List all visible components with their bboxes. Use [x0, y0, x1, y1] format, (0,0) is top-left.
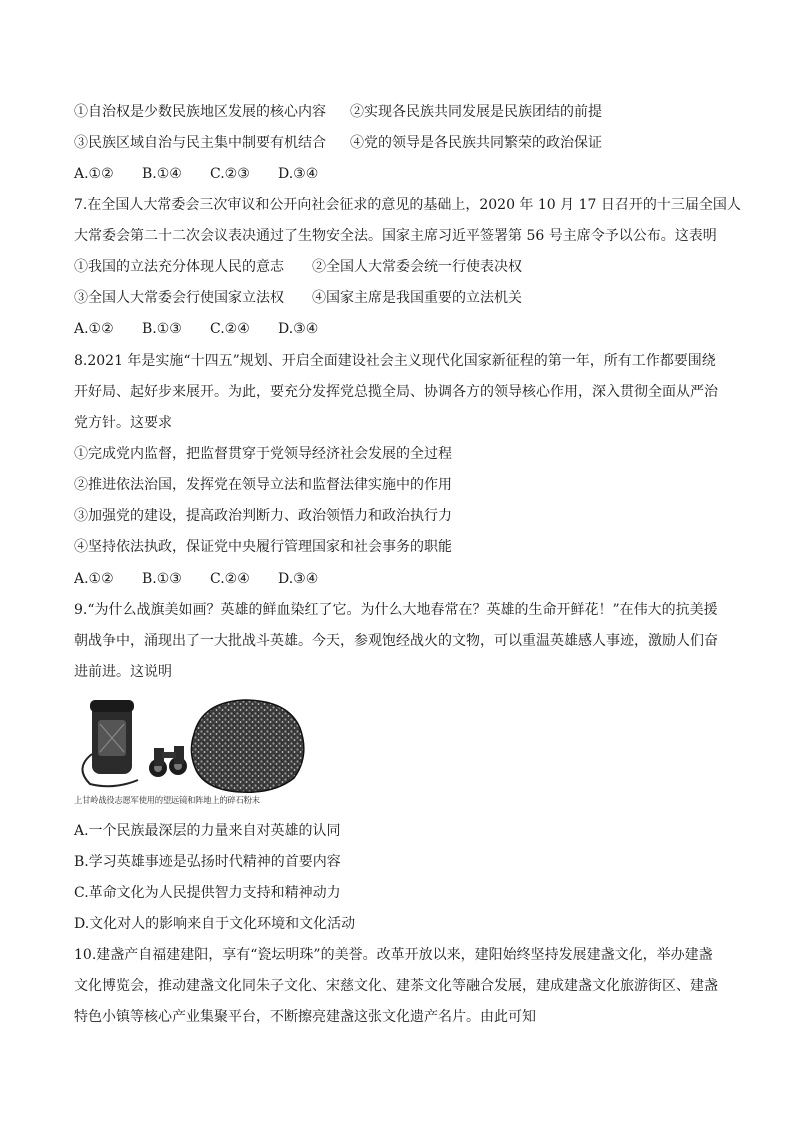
q6-options-row-2	[74, 134, 602, 152]
q6-option-4: ④党的领导是各民族共同繁荣的政治保证	[350, 135, 602, 151]
q7-option-4: ④国家主席是我国重要的立法机关	[312, 290, 522, 306]
q6-answer-choices	[74, 165, 318, 183]
q7-answer-choices	[74, 320, 318, 338]
rock-fragments-icon	[191, 700, 303, 792]
q9-option-a[interactable]: A.一个民族最深层的力量来自对英雄的认同	[74, 823, 341, 839]
q8-option-3: ③加强党的建设，提高政治判断力、政治领悟力和政治执行力	[74, 508, 452, 524]
q8-choice-a[interactable]: A.①②	[74, 571, 114, 587]
q8-choice-d[interactable]: D.③④	[278, 571, 319, 587]
q8-stem-line-1: 8.2021 年是实施“十四五”规划、开启全面建设社会主义现代化国家新征程的第一年，所有工作都要围绕	[74, 353, 716, 369]
q7-choice-d[interactable]: D.③④	[278, 321, 319, 337]
q6-option-3: ③民族区域自治与民主集中制要有机结合	[74, 135, 326, 151]
q8-choice-c[interactable]: C.②④	[210, 571, 250, 587]
q6-choice-b[interactable]: B.①④	[142, 166, 182, 182]
q8-option-4: ④坚持依法执政，保证党中央履行管理国家和社会事务的职能	[74, 539, 452, 555]
q8-option-1: ①完成党内监督，把监督贯穿于党领导经济社会发展的全过程	[74, 446, 452, 462]
q8-answer-choices	[74, 570, 318, 588]
q8-option-2: ②推进依法治国，发挥党在领导立法和监督法律实施中的作用	[74, 477, 452, 493]
q8-choice-b[interactable]: B.①③	[142, 571, 182, 587]
q6-choice-a[interactable]: A.①②	[74, 166, 114, 182]
binocular-case-icon	[82, 700, 138, 786]
q7-options-row-2	[74, 289, 522, 307]
q9-artifact-photo	[74, 694, 310, 808]
q6-option-1: ①自治权是少数民族地区发展的核心内容	[74, 104, 326, 120]
q7-choice-b[interactable]: B.①③	[142, 321, 182, 337]
q7-option-2: ②全国人大常委会统一行使表决权	[312, 259, 522, 275]
q9-option-c[interactable]: C.革命文化为人民提供智力支持和精神动力	[74, 885, 341, 901]
binoculars-icon	[149, 746, 187, 777]
q7-choice-a[interactable]: A.①②	[74, 321, 114, 337]
q7-stem-line-1: 7.在全国人大常委会三次审议和公开向社会征求的意见的基础上，2020 年 10 月 17 日召开的十三届全国人	[74, 197, 741, 213]
q6-choice-c[interactable]: C.②③	[210, 166, 250, 182]
q9-stem-line-1: 9.“为什么战旗美如画？英雄的鲜血染红了它。为什么大地春常在？英雄的生命开鲜花！”在伟大的抗美援	[74, 602, 718, 618]
q10-stem-line-3: 特色小镇等核心产业集聚平台，不断擦亮建盏这张文化遗产名片。由此可知	[74, 1009, 536, 1025]
artifact-illustration	[74, 694, 310, 808]
q7-choice-c[interactable]: C.②④	[210, 321, 250, 337]
q6-options-row-1	[74, 103, 602, 121]
q7-options-row-1	[74, 258, 522, 276]
q8-stem-line-2: 开好局、起好步来展开。为此，要充分发挥党总揽全局、协调各方的领导核心作用，深入贯彻全面从严治	[74, 384, 718, 400]
q7-option-3: ③全国人大常委会行使国家立法权	[74, 290, 284, 306]
q9-option-b[interactable]: B.学习英雄事迹是弘扬时代精神的首要内容	[74, 854, 341, 870]
q6-choice-d[interactable]: D.③④	[278, 166, 319, 182]
q9-stem-line-3: 进前进。这说明	[74, 664, 172, 680]
q9-stem-line-2: 朝战争中，涌现出了一大批战斗英雄。今天，参观饱经战火的文物，可以重温英雄感人事迹，激励人们奋	[74, 633, 718, 649]
q7-option-1: ①我国的立法充分体现人民的意志	[74, 259, 284, 275]
q9-figure-caption: 上甘岭战役志愿军使用的望远镜和阵地上的碎石粉末	[74, 795, 260, 805]
q7-stem-line-2: 大常委会第二十二次会议表决通过了生物安全法。国家主席习近平签署第 56 号主席令予以公布。这表明	[74, 228, 717, 244]
q6-option-2: ②实现各民族共同发展是民族团结的前提	[350, 104, 602, 120]
q10-stem-line-1: 10.建盏产自福建建阳，享有“瓷坛明珠”的美誉。改革开放以来，建阳始终坚持发展建盏文化，举办建盏	[74, 947, 713, 963]
q8-stem-line-3: 党方针。这要求	[74, 415, 172, 431]
q9-option-d[interactable]: D.文化对人的影响来自于文化环境和文化活动	[74, 916, 356, 932]
q10-stem-line-2: 文化博览会，推动建盏文化同朱子文化、宋慈文化、建茶文化等融合发展，建成建盏文化旅游街区、建盏	[74, 978, 718, 994]
